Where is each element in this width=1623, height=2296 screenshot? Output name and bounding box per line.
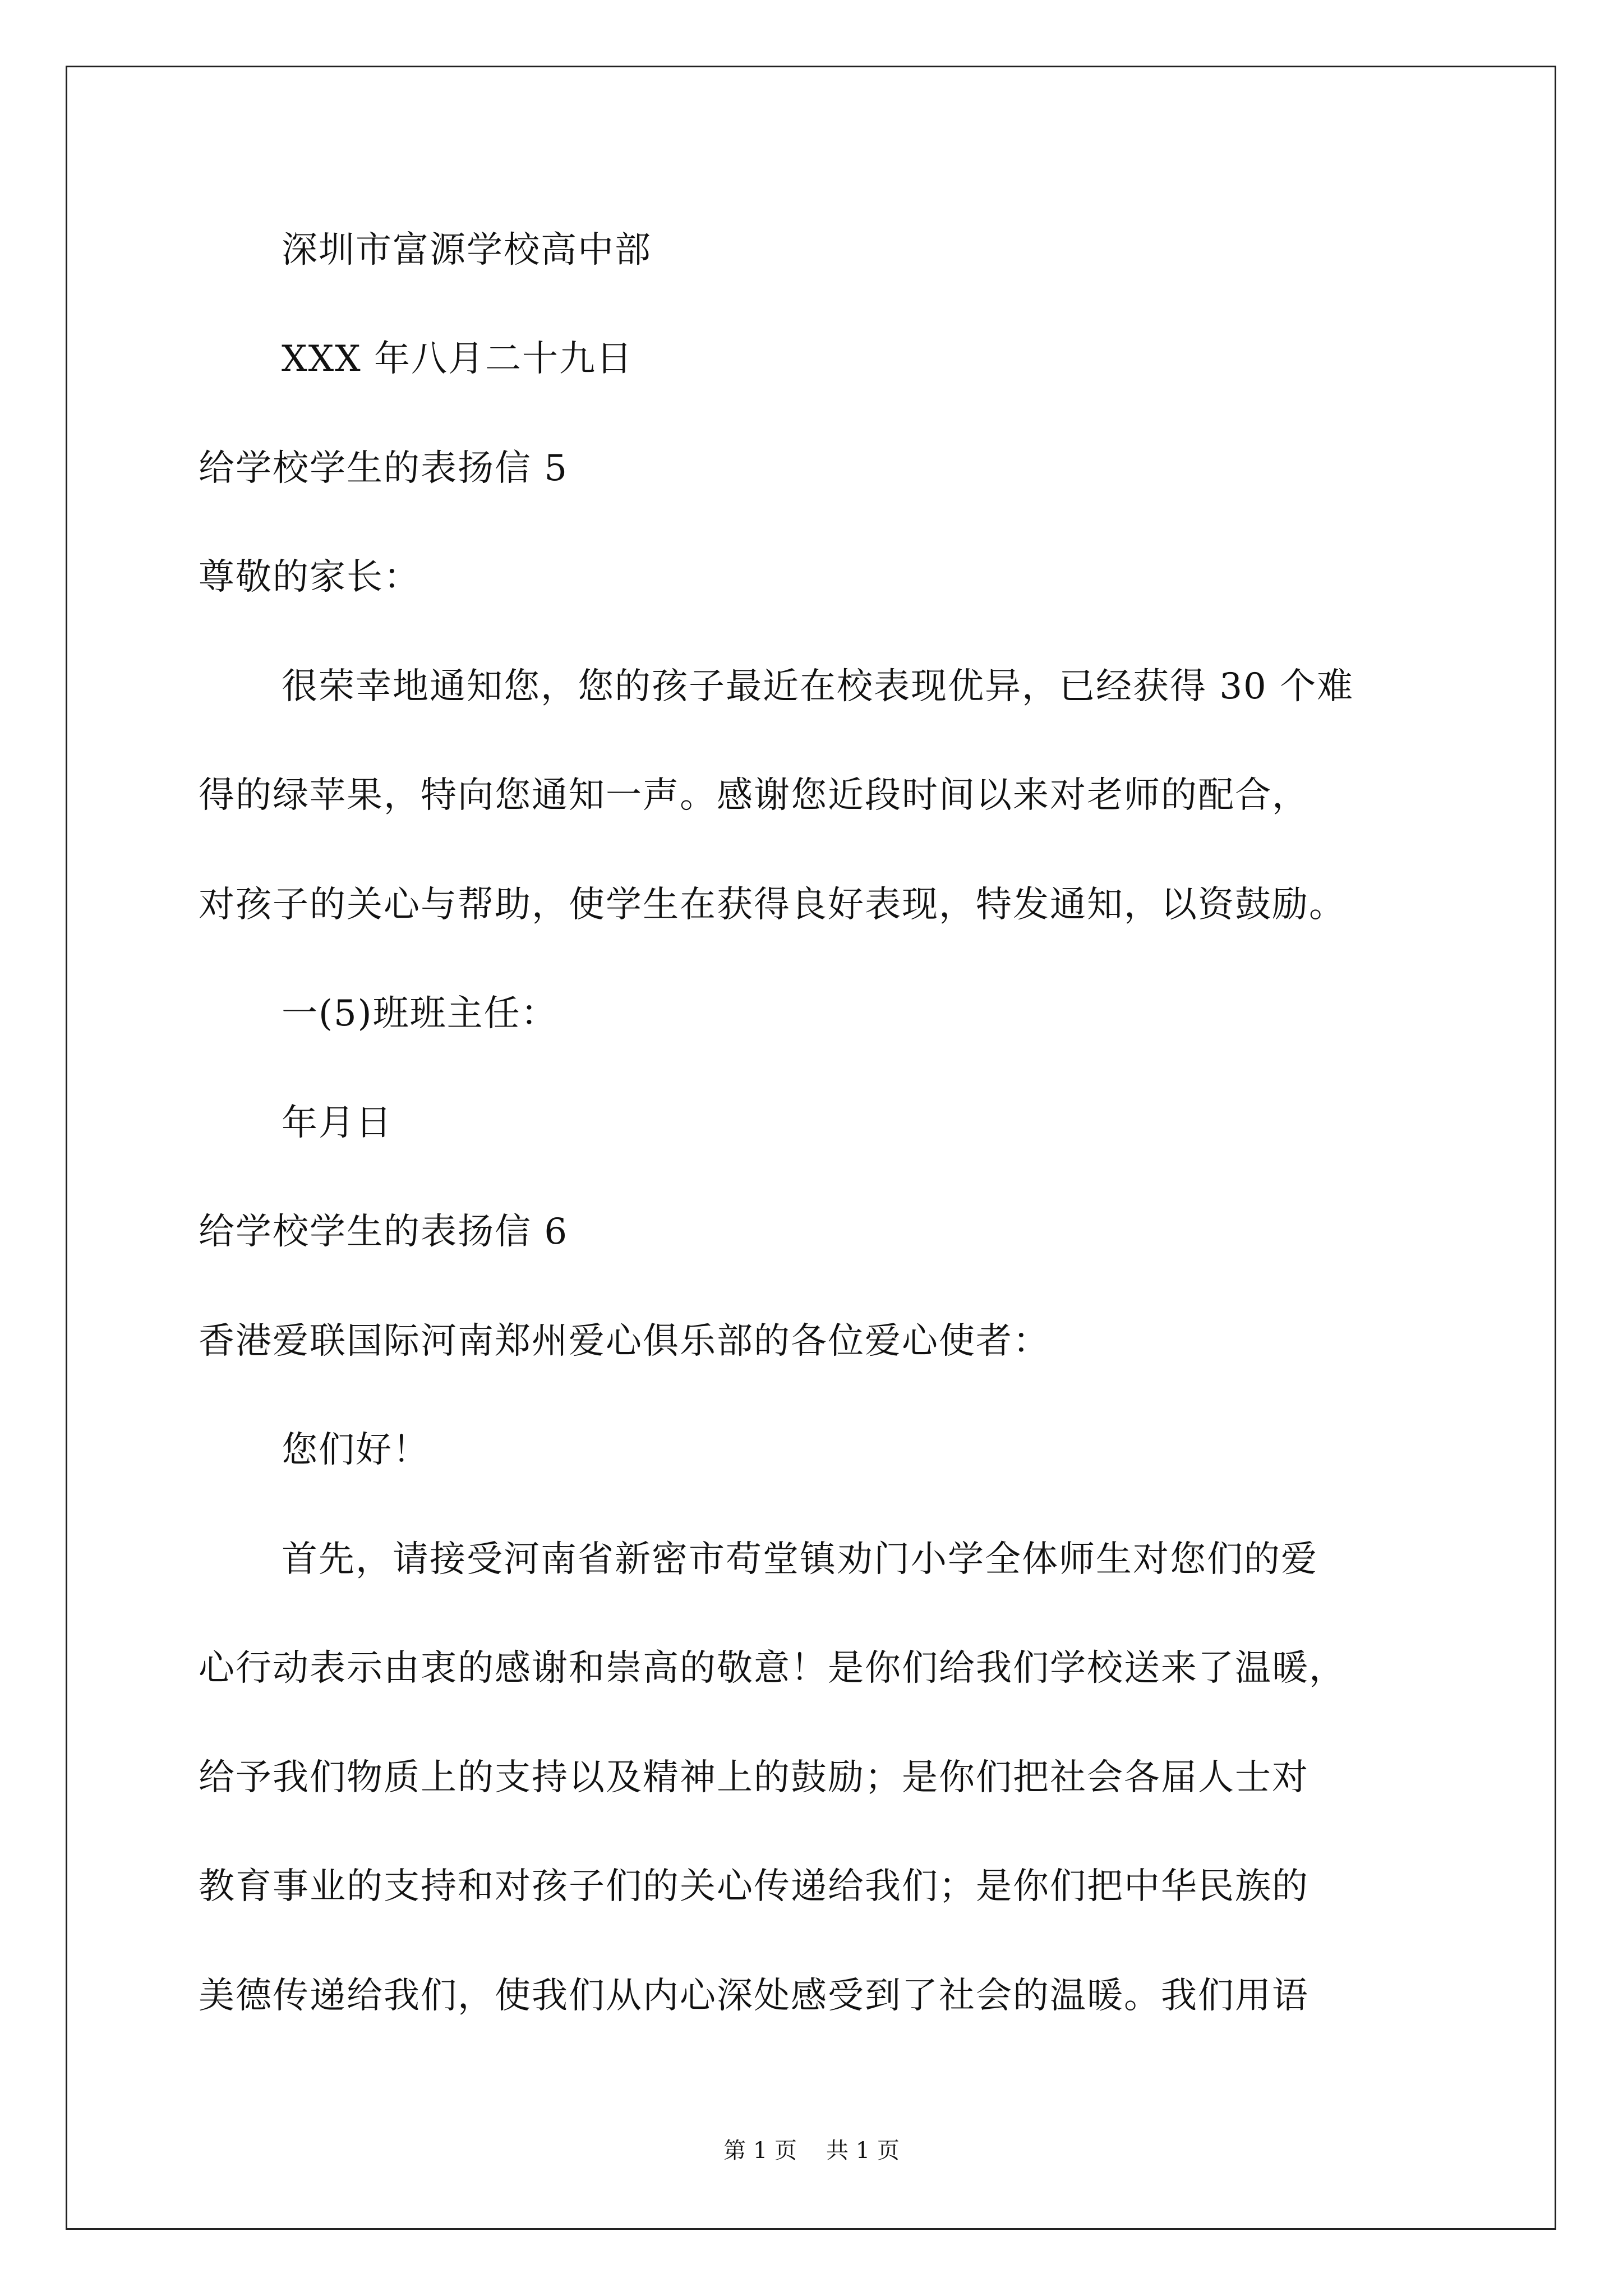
date-line: XXX 年八月二十九日 (282, 338, 634, 380)
school-name-line: 深圳市富源学校高中部 (282, 229, 652, 271)
paragraph-line: 首先，请接受河南省新密市苟堂镇劝门小学全体师生对您们的爱 (282, 1539, 1318, 1580)
paragraph-line: 美德传递给我们，使我们从内心深处感受到了社会的温暖。我们用语 (199, 1975, 1309, 2017)
paragraph-line: 心行动表示由衷的感谢和崇高的敬意！是你们给我们学校送来了温暖， (199, 1648, 1346, 1689)
letter-title-5: 给学校学生的表扬信 5 (199, 448, 569, 489)
paragraph-line: 给予我们物质上的支持以及精神上的鼓励；是你们把社会各届人士对 (199, 1757, 1309, 1798)
letter-title-6: 给学校学生的表扬信 6 (199, 1211, 569, 1253)
signature-teacher: 一(5)班班主任： (282, 993, 558, 1034)
paragraph-line: 教育事业的支持和对孩子们的关心传递给我们；是你们把中华民族的 (199, 1866, 1309, 1907)
paragraph-line: 对孩子的关心与帮助，使学生在获得良好表现，特发通知，以资鼓励。 (199, 884, 1346, 926)
page-total: 共 1 页 (826, 2138, 900, 2164)
salutation-parents: 尊敬的家长： (199, 556, 421, 598)
page-footer (0, 2136, 1623, 2165)
salutation-club: 香港爱联国际河南郑州爱心俱乐部的各位爱心使者： (199, 1320, 1050, 1362)
paragraph-line: 很荣幸地通知您，您的孩子最近在校表现优异，已经获得 30 个难 (282, 666, 1354, 707)
page-number: 第 1 页 (723, 2138, 797, 2164)
signature-date: 年月日 (282, 1102, 393, 1144)
paragraph-line: 得的绿苹果，特向您通知一声。感谢您近段时间以来对老师的配合， (199, 775, 1309, 816)
greeting-line: 您们好！ (282, 1429, 430, 1471)
